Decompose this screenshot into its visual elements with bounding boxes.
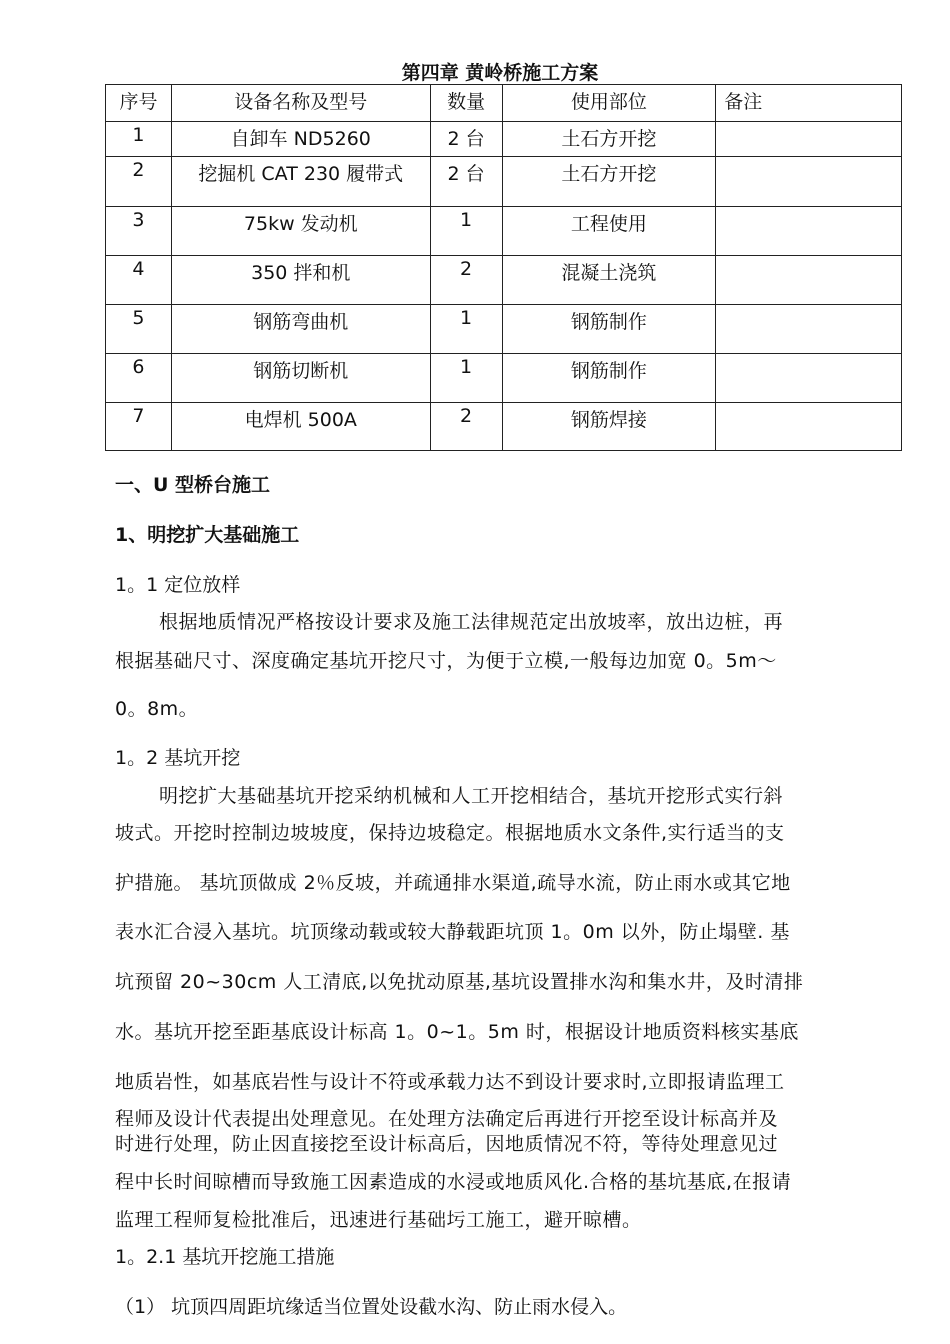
- paragraph-line: 明挖扩大基础基坑开挖采纳机械和人工开挖相结合，基坑开挖形式实行斜: [159, 785, 784, 807]
- table-cell: 2: [430, 403, 502, 451]
- table-cell: 土石方开挖: [502, 122, 716, 157]
- table-cell: 5: [106, 305, 172, 354]
- table-row: [106, 157, 902, 207]
- paragraph-line: 0。8m。: [115, 698, 199, 720]
- table-cell: 2 台: [430, 122, 502, 157]
- page-title: 第四章 黄岭桥施工方案: [401, 62, 599, 84]
- table-cell: [716, 207, 902, 256]
- subsection-title: 1。1 定位放样: [115, 574, 241, 596]
- paragraph-line: 监理工程师复检批准后，迅速进行基础圬工施工，避开晾槽。: [115, 1209, 642, 1231]
- table-cell: 钢筋焊接: [502, 403, 716, 451]
- paragraph-line: 护措施。 基坑顶做成 2％反坡，并疏通排水渠道,疏导水流，防止雨水或其它地: [115, 872, 791, 894]
- table-cell: 电焊机 500A: [171, 403, 430, 451]
- table-cell: 钢筋切断机: [171, 354, 430, 403]
- table-cell: 6: [106, 354, 172, 403]
- table-cell: 350 拌和机: [171, 256, 430, 305]
- table-cell: 4: [106, 256, 172, 305]
- paragraph-line: 根据地质情况严格按设计要求及施工法律规范定出放坡率，放出边桩，再: [159, 611, 784, 633]
- paragraph-line: 坑预留 20~30cm 人工清底,以免扰动原基,基坑设置排水沟和集水井，及时清排: [115, 971, 804, 993]
- paragraph-line: 程师及设计代表提出处理意见。在处理方法确定后再进行开挖至设计标高并及: [115, 1108, 779, 1130]
- table-cell: 钢筋制作: [502, 354, 716, 403]
- table-cell: 2: [106, 157, 172, 207]
- table-cell: 1: [430, 207, 502, 256]
- equipment-table: [105, 84, 902, 451]
- table-cell: 7: [106, 403, 172, 451]
- table-row: [106, 122, 902, 157]
- table-cell: 混凝土浇筑: [502, 256, 716, 305]
- header-cell: 数量: [430, 85, 502, 122]
- paragraph-line: 程中长时间晾槽而导致施工因素造成的水浸或地质风化.合格的基坑基底,在报请: [115, 1171, 792, 1193]
- table-cell: 挖掘机 CAT 230 履带式: [171, 157, 430, 207]
- paragraph-line: 根据基础尺寸、深度确定基坑开挖尺寸，为便于立模,一般每边加宽 0。5m～: [115, 650, 777, 672]
- header-cell: 设备名称及型号: [171, 85, 430, 122]
- paragraph-line: 水。基坑开挖至距基底设计标高 1。0~1。5m 时，根据设计地质资料核实基底: [115, 1021, 799, 1043]
- subsection-title: 1。2 基坑开挖: [115, 747, 241, 769]
- table-cell: [716, 157, 902, 207]
- paragraph-line: 表水汇合浸入基坑。坑顶缘动载或较大静载距坑顶 1。0m 以外，防止塌壁. 基: [115, 921, 790, 943]
- table-row: [106, 403, 902, 451]
- subsection-title: 1。2.1 基坑开挖施工措施: [115, 1246, 335, 1268]
- table-cell: 3: [106, 207, 172, 256]
- table-cell: [716, 354, 902, 403]
- header-cell: 序号: [106, 85, 172, 122]
- table-cell: 钢筋弯曲机: [171, 305, 430, 354]
- header-cell: 使用部位: [502, 85, 716, 122]
- paragraph-line: 坡式。开挖时控制边坡坡度，保持边坡稳定。根据地质水文条件,实行适当的支: [115, 822, 785, 844]
- header-cell: 备注: [716, 85, 902, 122]
- table-cell: 2 台: [430, 157, 502, 207]
- table-cell: 土石方开挖: [502, 157, 716, 207]
- table-cell: 75kw 发动机: [171, 207, 430, 256]
- table-cell: [716, 403, 902, 451]
- table-row: [106, 354, 902, 403]
- table-cell: 钢筋制作: [502, 305, 716, 354]
- table-cell: [716, 305, 902, 354]
- table-cell: 1: [106, 122, 172, 157]
- table-cell: 2: [430, 256, 502, 305]
- list-item: （1） 坑顶四周距坑缘适当位置处设截水沟、防止雨水侵入。: [115, 1296, 628, 1318]
- table-header-row: [106, 85, 902, 122]
- table-row: [106, 256, 902, 305]
- table-cell: 工程使用: [502, 207, 716, 256]
- table-cell: 自卸车 ND5260: [171, 122, 430, 157]
- table-cell: 1: [430, 354, 502, 403]
- table-cell: 1: [430, 305, 502, 354]
- table-row: [106, 305, 902, 354]
- section-heading: 一、U 型桥台施工: [115, 474, 271, 496]
- paragraph-line: 时进行处理，防止因直接挖至设计标高后，因地质情况不符，等待处理意见过: [115, 1133, 779, 1155]
- paragraph-line: 地质岩性，如基底岩性与设计不符或承载力达不到设计要求时,立即报请监理工: [115, 1071, 785, 1093]
- table-cell: [716, 256, 902, 305]
- table-cell: [716, 122, 902, 157]
- table-row: [106, 207, 902, 256]
- subsection-heading: 1、明挖扩大基础施工: [115, 524, 300, 546]
